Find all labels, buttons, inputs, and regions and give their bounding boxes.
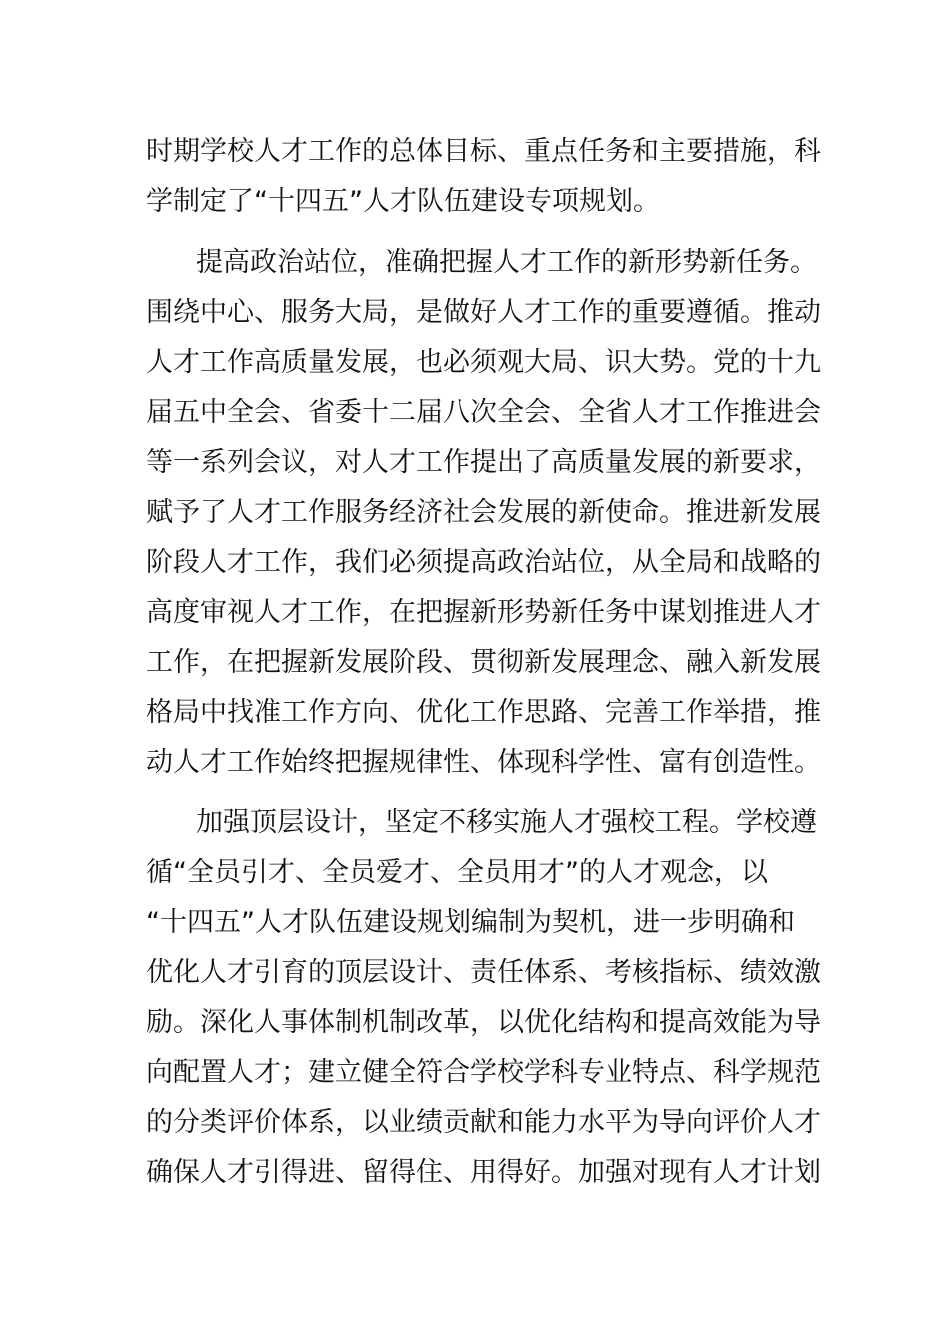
paragraph-line: 动人才工作始终把握规律性、体现科学性、富有创造性。 [146,747,821,778]
paragraph-line: 循“全员引才、全员爱才、全员用才”的人才观念，以 [146,857,768,888]
paragraph-line: 优化人才引育的顶层设计、责任体系、考核指标、绩效激 [146,957,821,988]
paragraph-line: 时期学校人才工作的总体目标、重点任务和主要措施，科 [146,136,821,167]
paragraph-line: 工作，在把握新发展阶段、贯彻新发展理念、融入新发展 [146,647,821,678]
paragraph-line: 学制定了“十四五”人才队伍建设专项规划。 [146,186,660,217]
paragraph-line: 向配置人才；建立健全符合学校学科专业特点、科学规范 [146,1057,821,1088]
paragraph-line: 围绕中心、服务大局，是做好人才工作的重要遵循。推动 [146,297,821,328]
paragraph-line: “十四五”人才队伍建设规划编制为契机，进一步明确和 [146,907,795,938]
paragraph-line: 励。深化人事体制机制改革，以优化结构和提高效能为导 [146,1007,821,1038]
paragraph-line: 人才工作高质量发展，也必须观大局、识大势。党的十九 [146,347,821,378]
paragraph-line: 加强顶层设计，坚定不移实施人才强校工程。学校遵 [196,807,817,838]
paragraph-line: 提高政治站位，准确把握人才工作的新形势新任务。 [196,247,817,278]
paragraph-line: 格局中找准工作方向、优化工作思路、完善工作举措，推 [146,697,821,728]
paragraph-line: 阶段人才工作，我们必须提高政治站位，从全局和战略的 [146,547,821,578]
paragraph-line: 赋予了人才工作服务经济社会发展的新使命。推进新发展 [146,497,821,528]
paragraph-line: 高度审视人才工作，在把握新形势新任务中谋划推进人才 [146,597,821,628]
paragraph-line: 届五中全会、省委十二届八次全会、全省人才工作推进会 [146,397,821,428]
paragraph-line: 的分类评价体系，以业绩贡献和能力水平为导向评价人才 [146,1107,821,1138]
paragraph-line: 等一系列会议，对人才工作提出了高质量发展的新要求， [146,447,821,478]
paragraph-line: 确保人才引得进、留得住、用得好。加强对现有人才计划 [146,1157,821,1188]
